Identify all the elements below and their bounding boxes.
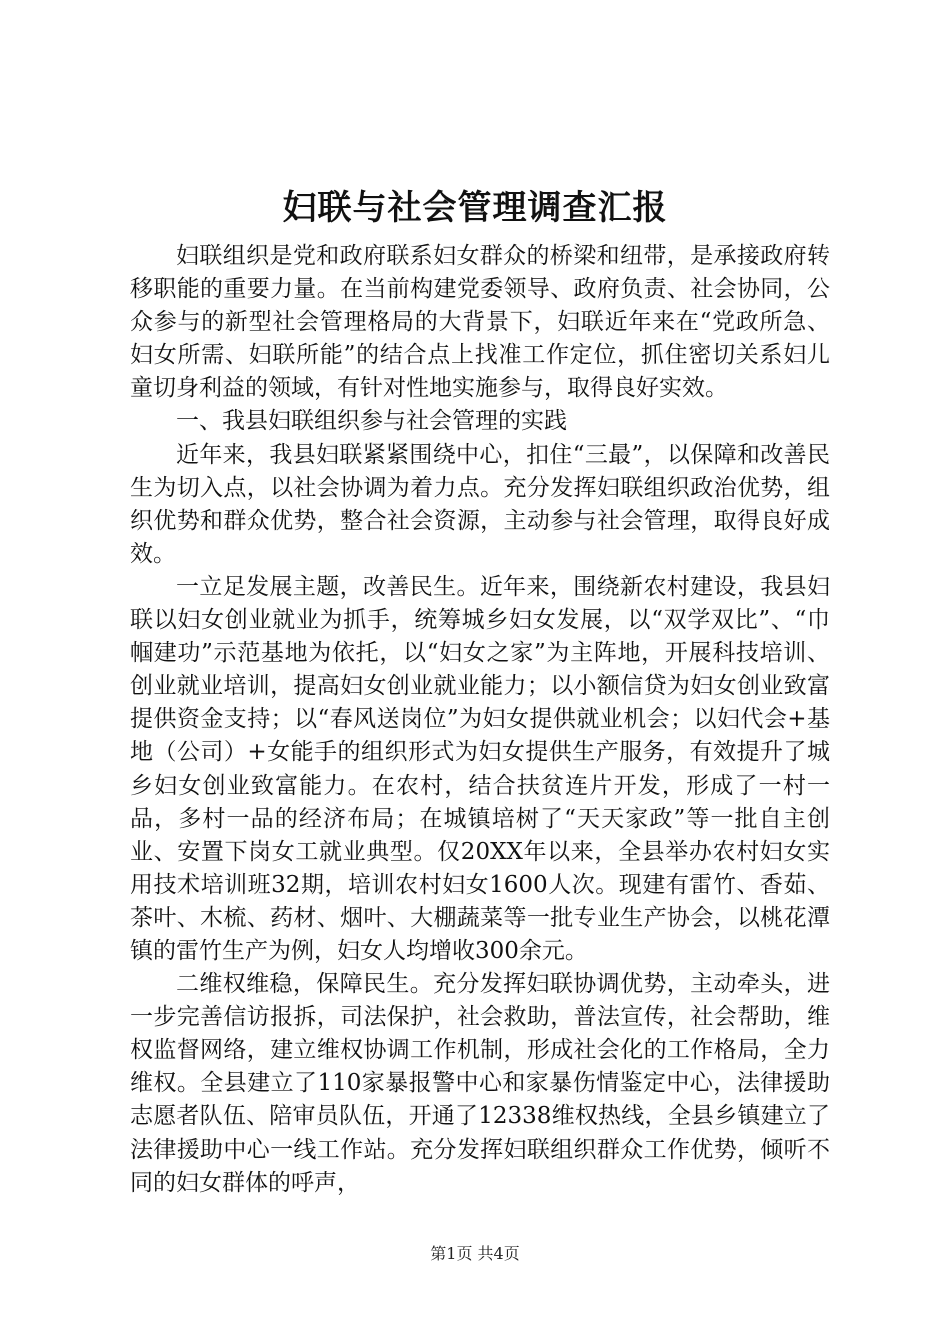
paragraph-intro: 妇联组织是党和政府联系妇女群众的桥梁和纽带，是承接政府转移职能的重要力量。在当前构建党委领导、政府负责、社会协同，公众参与的新型社会管理格局的大背景下，妇联近年来在“党政所急、妇女所需、妇联所能”的结合点上找准工作定位，抓住密切关系妇儿童切身利益的领域，有针对性地实施参与，取得良好实效。 bbox=[130, 243, 830, 402]
paragraph-rights: 二维权维稳，保障民生。充分发挥妇联协调优势，主动牵头，进一步完善信访报拆，司法保护，社会救助，普法宣传，社会帮助，维权监督网络，建立维权协调工作机制，形成社会化的工作格局，全力维权。全县建立了110家暴报警中心和家暴伤情鉴定中心，法律援助志愿者队伍、陪审员队伍，开通了12338维权热线，全县乡镇建立了法律援助中心一线工作站。充分发挥妇联组织群众工作优势，倾听不同的妇女群体的呼声， bbox=[130, 971, 830, 1196]
paragraph-livelihood: 一立足发展主题，改善民生。近年来，围绕新农村建设，我县妇联以妇女创业就业为抓手，统筹城乡妇女发展，以“双学双比”、“巾帼建功”示范基地为依托，以“妇女之家”为主阵地，开展科技培训、创业就业培训，提高妇女创业就业能力；以小额信贷为妇女创业致富提供资金支持；以“春风送岗位”为妇女提供就业机会；以妇代会+基地（公司）+女能手的组织形式为妇女提供生产服务，有效提升了城乡妇女创业致富能力。在农村，结合扶贫连片开发，形成了一村一品，多村一品的经济布局；在城镇培树了“天天家政”等一批自主创业、安置下岗女工就业典型。仅20XX年以来，全县举办农村妇女实用技术培训班32期，培训农村妇女1600人次。现建有雷竹、香茹、茶叶、木梳、药材、烟叶、大棚蔬菜等一批专业生产协会，以桃花潭镇的雷竹生产为例，妇女人均增收300余元。 bbox=[130, 573, 830, 964]
page-footer: 第1页 共4页 bbox=[430, 1244, 520, 1263]
document-body bbox=[130, 240, 830, 1200]
document-title: 妇联与社会管理调查汇报 bbox=[282, 188, 668, 228]
section-heading: 一、我县妇联组织参与社会管理的实践 bbox=[176, 408, 567, 435]
paragraph-overview: 近年来，我县妇联紧紧围绕中心，扣住“三最”，以保障和改善民生为切入点，以社会协调为着力点。充分发挥妇联组织政治优势，组织优势和群众优势，整合社会资源，主动参与社会管理，取得良好成效。 bbox=[130, 441, 830, 567]
